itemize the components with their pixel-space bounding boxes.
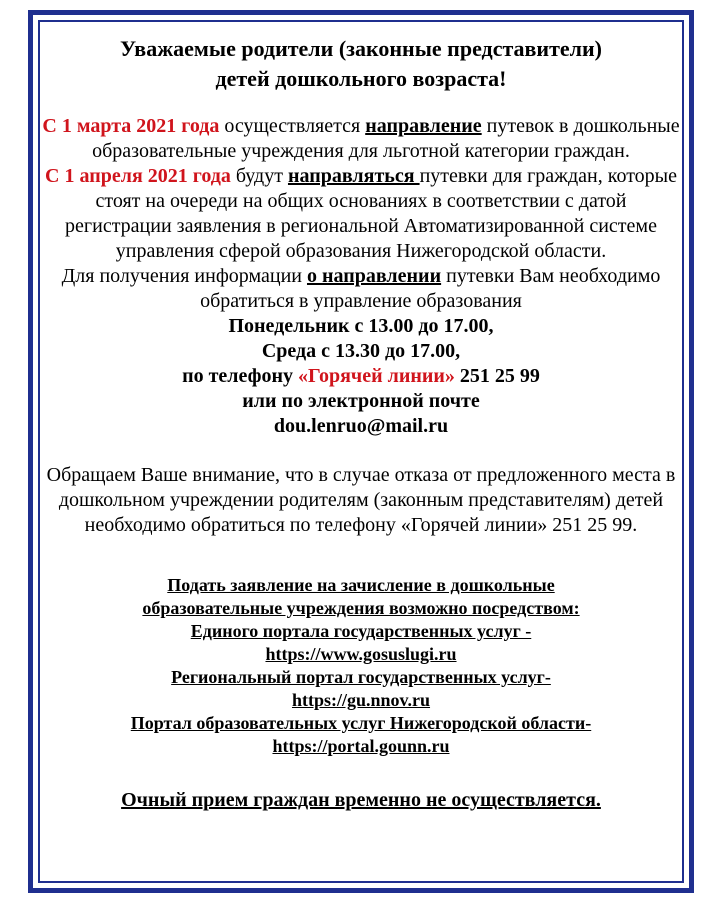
april-keyword: направляться <box>287 165 420 187</box>
april-text-1: будут <box>230 165 288 187</box>
april-paragraph <box>42 164 680 264</box>
april-text-2: путевки для граждан, которые стоят на очереди на общих основаниях в соответствии с датой регистрации заявления в региональной Автоматизированной системе управления сферой образования Нижегородской области. <box>65 165 677 262</box>
email-prefix: или по электронной почте <box>242 390 480 412</box>
refusal-notice: Обращаем Ваше внимание, что в случае отказа от предложенного места в дошкольном учреждении родителям (законным представителям) детей необходимо обратиться по телефону «Горячей линии» 251 25 99. <box>46 464 676 536</box>
march-keyword: направление <box>365 115 482 137</box>
hotline-label: «Горячей линии» <box>298 365 455 387</box>
announcement-title <box>42 34 680 94</box>
march-date: С 1 марта 2021 года <box>42 115 220 137</box>
march-text-1: осуществляется <box>219 115 366 137</box>
phone-number: 251 25 99 <box>454 365 540 387</box>
apply-education-label: Портал образовательных услуг Нижегородской области- <box>130 713 592 733</box>
info-text-1: Для получения информации <box>61 265 307 287</box>
title-line-1: Уважаемые родители (законные представители) <box>119 36 603 61</box>
phone-prefix: по телефону <box>182 365 299 387</box>
apply-regional-label: Региональный портал государственных услуг- <box>171 667 551 687</box>
info-paragraph <box>42 264 680 314</box>
info-keyword: о направлении <box>306 265 442 287</box>
title-line-2: детей дошкольного возраста! <box>215 66 507 91</box>
application-section <box>42 574 680 758</box>
apply-education-link[interactable]: https://portal.gounn.ru <box>272 736 450 756</box>
info-text-2: путевки Вам необходимо обратиться в управление образования <box>200 265 661 312</box>
schedule-wednesday: Среда с 13.30 до 17.00, <box>261 340 461 362</box>
march-paragraph <box>42 114 680 164</box>
apply-line-2: образовательные учреждения возможно посредством: <box>142 598 580 618</box>
announcement-content <box>42 34 680 813</box>
email-address: dou.lenruo@mail.ru <box>273 415 449 437</box>
in-person-notice: Очный прием граждан временно не осуществляется. <box>121 789 601 811</box>
apply-regional-link[interactable]: https://gu.nnov.ru <box>291 690 431 710</box>
march-text-2: путевок в дошкольные образовательные учреждения для льготной категории граждан. <box>92 115 680 162</box>
apply-gosuslugi-link[interactable]: https://www.gosuslugi.ru <box>265 644 457 664</box>
schedule-monday: Понедельник с 13.00 до 17.00, <box>228 315 494 337</box>
apply-line-1: Подать заявление на зачисление в дошкольные <box>167 575 555 595</box>
hotline-phone <box>42 364 680 389</box>
april-date: С 1 апреля 2021 года <box>45 165 231 187</box>
apply-gosuslugi-label: Единого портала государственных услуг - <box>190 621 532 641</box>
